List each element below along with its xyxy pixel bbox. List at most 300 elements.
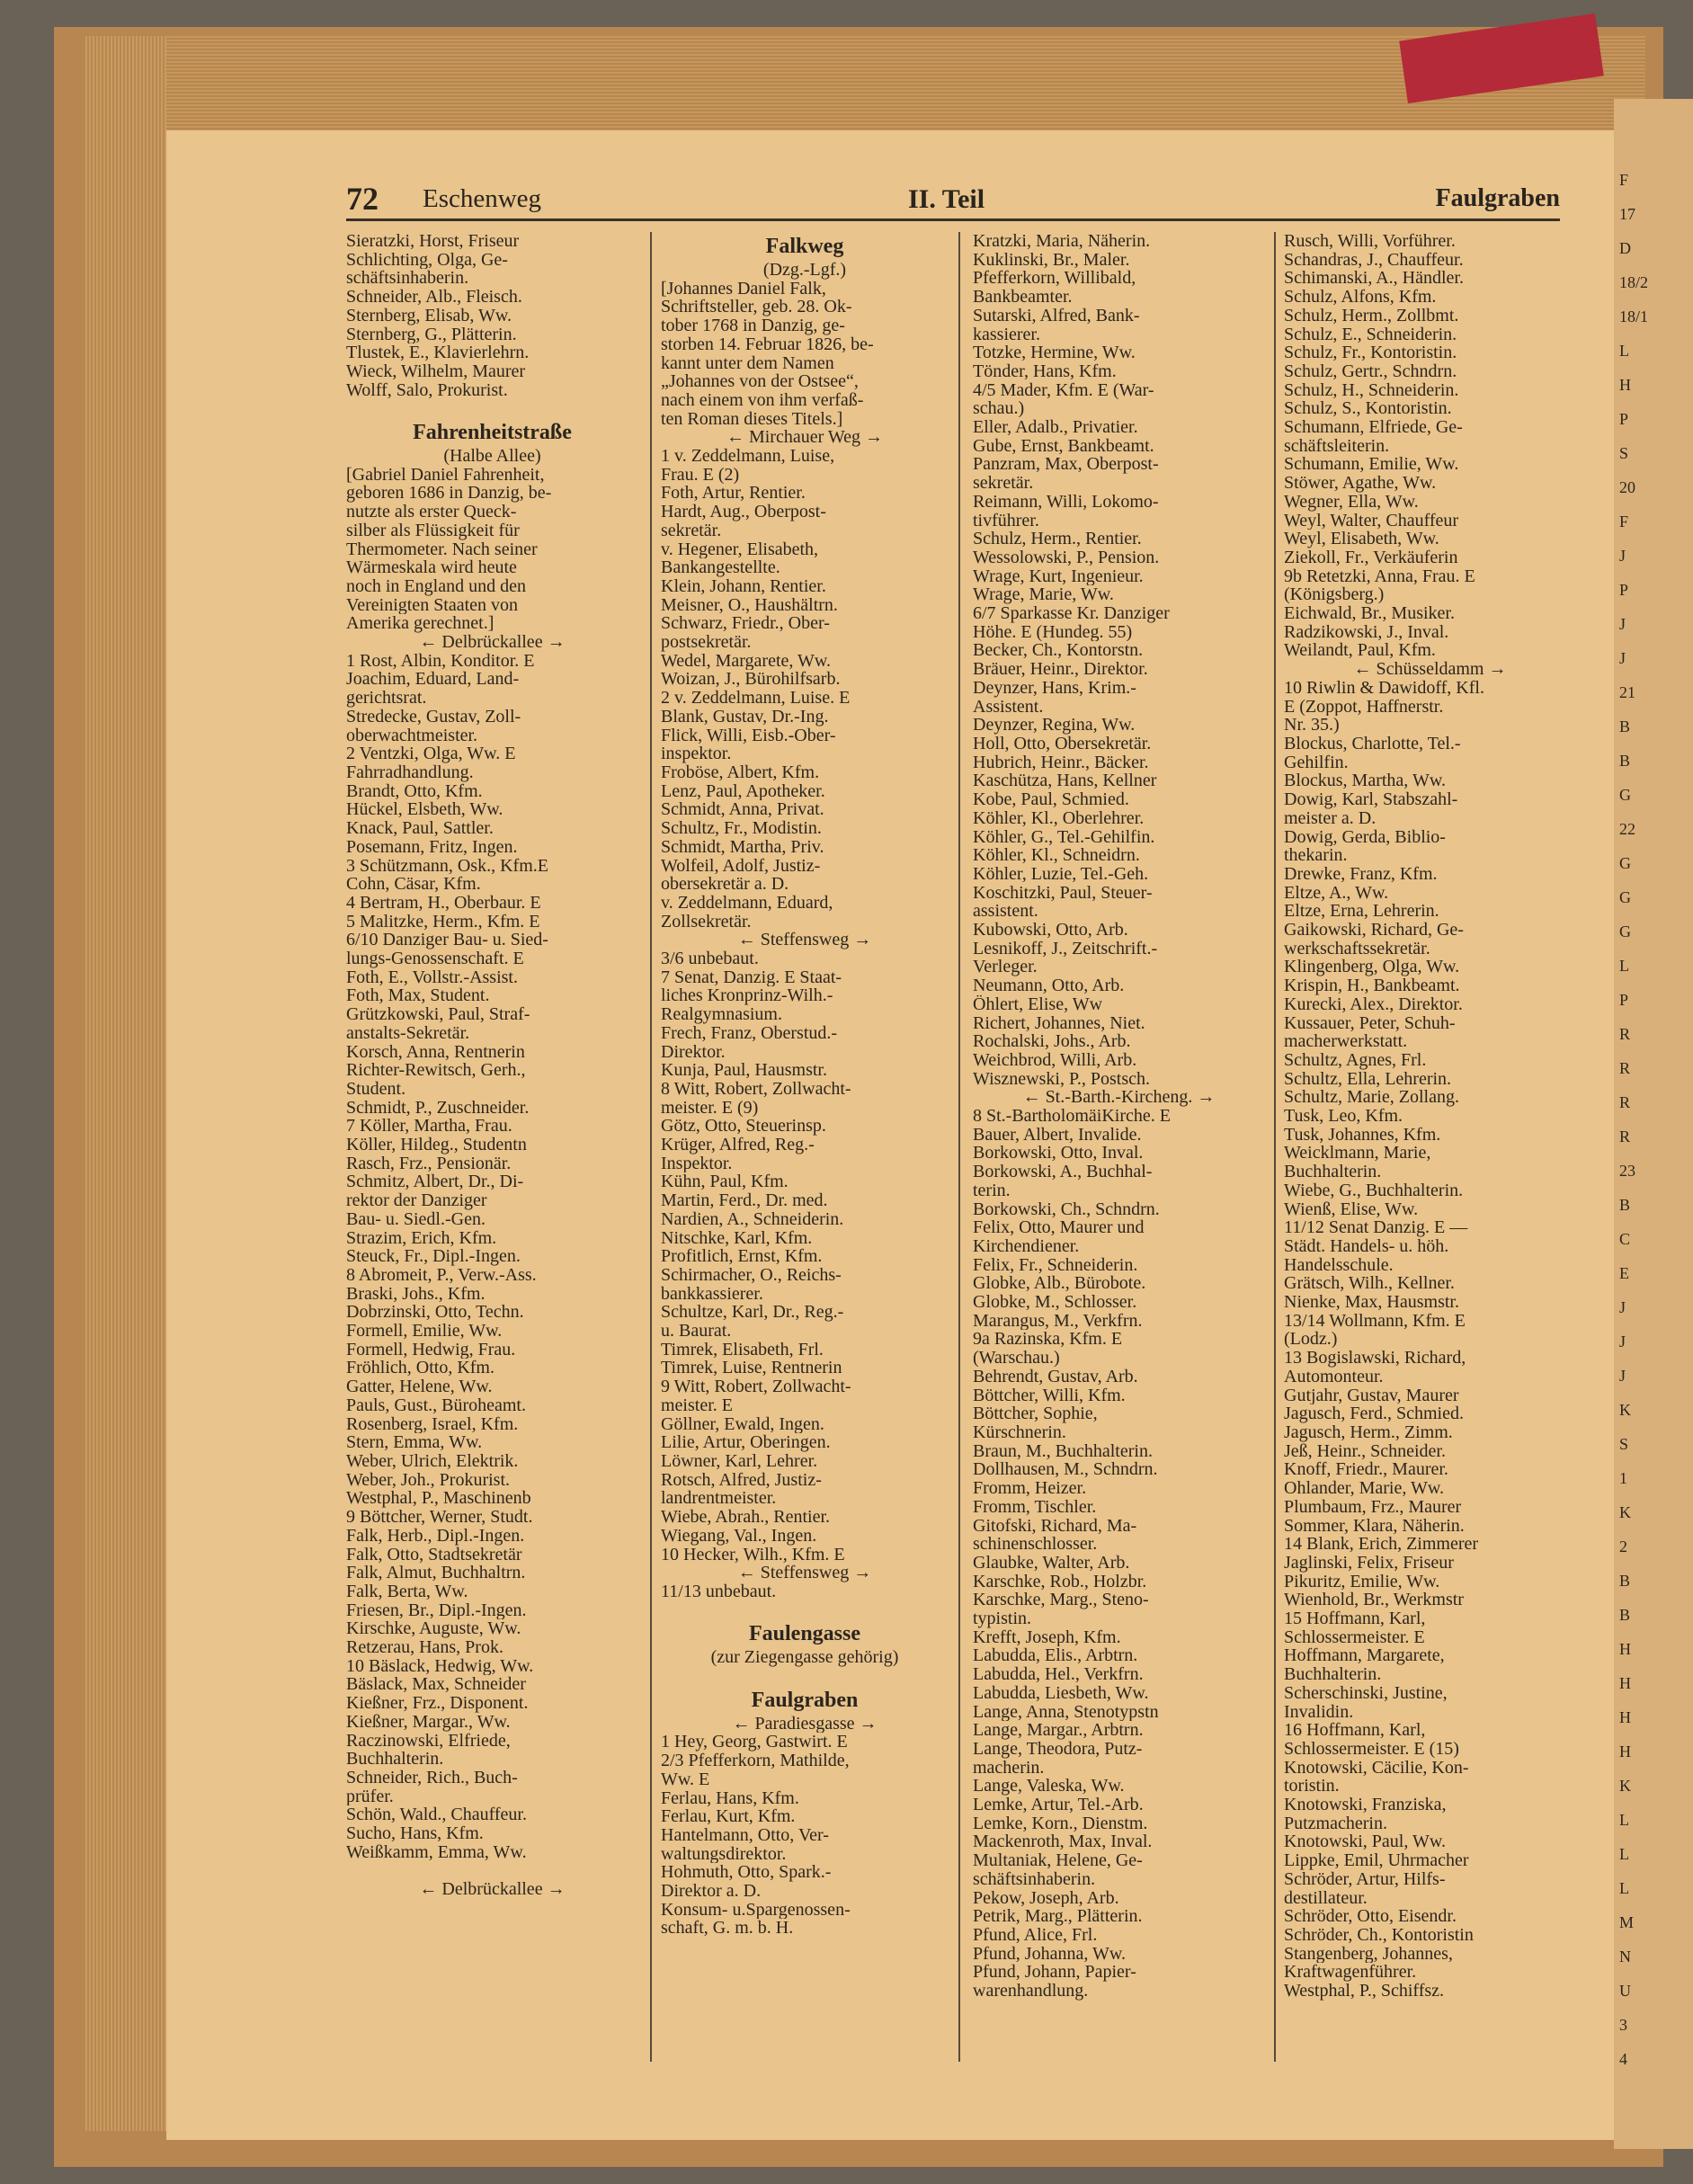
column-divider xyxy=(650,232,652,2062)
directory-entry: Schlossermeister. E (15) xyxy=(1284,1739,1459,1759)
directory-entry: 4/5 Mader, Kfm. E (War- xyxy=(973,380,1154,400)
directory-entry: Fromm, Heizer. xyxy=(973,1479,1087,1498)
directory-entry: Frech, Franz, Oberstud.- xyxy=(661,1023,838,1043)
directory-entry: Plumbaum, Frz., Maurer xyxy=(1284,1497,1462,1517)
directory-entry: Glaubke, Walter, Arb. xyxy=(973,1553,1130,1573)
directory-entry: 16 Hoffmann, Karl, xyxy=(1284,1721,1426,1740)
directory-entry: Hardt, Aug., Oberpost- xyxy=(661,503,826,521)
facing-page-fragment: L xyxy=(1619,1879,1629,1897)
directory-entry: Wieck, Wilhelm, Maurer xyxy=(346,361,526,381)
street-note: ← Mirchauer Weg → xyxy=(726,428,884,448)
directory-entry: Formell, Hedwig, Frau. xyxy=(346,1340,516,1359)
header-rule xyxy=(346,218,1560,221)
facing-page-fragment: P xyxy=(1619,991,1629,1009)
directory-entry: Wolff, Salo, Prokurist. xyxy=(346,380,508,400)
directory-entry: Kießner, Frz., Disponent. xyxy=(346,1694,529,1713)
directory-entry: u. Baurat. xyxy=(661,1322,732,1341)
directory-entry: Lange, Valeska, Ww. xyxy=(973,1777,1125,1796)
directory-entry: Timrek, Elisabeth, Frl. xyxy=(661,1340,824,1359)
directory-entry: Falk, Berta, Ww. xyxy=(346,1582,468,1601)
directory-entry: storben 14. Februar 1826, be- xyxy=(661,334,874,354)
directory-entry: Lemke, Artur, Tel.-Arb. xyxy=(973,1796,1144,1814)
directory-entry: Fahrradhandlung. xyxy=(346,762,474,782)
directory-entry: Schumann, Emilie, Ww. xyxy=(1284,455,1459,475)
directory-entry: schäftsleiterin. xyxy=(1284,436,1390,456)
facing-page-fragment: N xyxy=(1619,1948,1631,1966)
directory-entry: Richert, Johannes, Niet. xyxy=(973,1013,1145,1033)
directory-entry: Böttcher, Willi, Kfm. xyxy=(973,1386,1126,1405)
directory-entry: Felix, Fr., Schneiderin. xyxy=(973,1255,1138,1275)
directory-entry: Assistent. xyxy=(973,697,1044,717)
directory-entry: Brandt, Otto, Kfm. xyxy=(346,781,483,801)
facing-page-fragment: H xyxy=(1619,1640,1631,1658)
directory-entry xyxy=(661,1667,949,1686)
directory-entry: Schultz, Marie, Zollang. xyxy=(1284,1088,1459,1108)
directory-entry: thekarin. xyxy=(1284,846,1348,865)
directory-entry: gerichtsrat. xyxy=(346,689,427,708)
facing-page-fragment: S xyxy=(1619,1435,1629,1453)
directory-entry: Profitlich, Ernst, Kfm. xyxy=(661,1247,823,1266)
facing-page-fragment: F xyxy=(1619,171,1629,189)
directory-entry: Lange, Theodora, Putz- xyxy=(973,1739,1143,1759)
directory-entry: schau.) xyxy=(973,399,1025,419)
directory-entry: sekretär. xyxy=(973,474,1034,493)
directory-entry: Handelsschule. xyxy=(1284,1255,1394,1275)
directory-entry: Inspektor. xyxy=(661,1154,733,1173)
directory-entry: inspektor. xyxy=(661,744,732,763)
directory-entry: 1 Hey, Georg, Gastwirt. E xyxy=(661,1733,848,1752)
directory-entry: Bäslack, Max, Schneider xyxy=(346,1675,526,1695)
directory-entry: 9a Razinska, Kfm. E xyxy=(973,1330,1123,1350)
directory-entry: Nr. 35.) xyxy=(1284,716,1340,735)
directory-entry: Drewke, Franz, Kfm. xyxy=(1284,864,1438,884)
directory-entry: landrentmeister. xyxy=(661,1489,777,1509)
directory-entry: Deynzer, Hans, Krim.- xyxy=(973,678,1136,698)
directory-entry: „Johannes von der Ostsee“, xyxy=(661,372,859,391)
directory-entry: oberwachtmeister. xyxy=(346,726,478,745)
directory-entry: geboren 1686 in Danzig, be- xyxy=(346,484,552,504)
directory-entry: Fromm, Tischler. xyxy=(973,1497,1097,1517)
directory-entry: 11/12 Senat Danzig. E — xyxy=(1284,1218,1468,1237)
directory-entry: silber als Flüssigkeit für xyxy=(346,521,520,540)
directory-entry: 1 v. Zeddelmann, Luise, xyxy=(661,447,835,466)
directory-entry: Schmidt, Anna, Privat. xyxy=(661,800,824,820)
facing-page-fragment: H xyxy=(1619,1674,1631,1692)
facing-page-fragment: L xyxy=(1619,342,1629,360)
directory-entry: tober 1768 in Danzig, ge- xyxy=(661,316,845,335)
directory-entry: Pauls, Gust., Büroheamt. xyxy=(346,1395,526,1415)
facing-page-fragment: J xyxy=(1619,1298,1626,1316)
directory-entry: Wiebe, G., Buchhalterin. xyxy=(1284,1181,1464,1200)
directory-entry: Knotowski, Franziska, xyxy=(1284,1796,1447,1814)
directory-entry: Weichbrod, Willi, Arb. xyxy=(973,1050,1137,1070)
directory-entry: Schön, Wald., Chauffeur. xyxy=(346,1805,527,1825)
directory-entry: Direktor a. D. xyxy=(661,1882,762,1901)
directory-entry: Schultz, Agnes, Frl. xyxy=(1284,1050,1427,1070)
directory-entry: Gitofski, Richard, Ma- xyxy=(973,1516,1137,1536)
directory-entry: Realgymnasium. xyxy=(661,1005,782,1024)
directory-entry: Korsch, Anna, Rentnerin xyxy=(346,1042,525,1062)
directory-entry: Eltze, Erna, Lehrerin. xyxy=(1284,902,1439,922)
directory-entry: terin. xyxy=(973,1181,1011,1200)
directory-entry: Bau- u. Siedl.-Gen. xyxy=(346,1209,486,1229)
directory-entry: Amerika gerechnet.] xyxy=(346,614,495,634)
directory-entry: obersekretär a. D. xyxy=(661,875,789,894)
directory-entry: Richter-Rewitsch, Gerh., xyxy=(346,1061,526,1080)
directory-entry: Panzram, Max, Oberpost- xyxy=(973,455,1159,475)
directory-entry: Wienß, Elise, Ww. xyxy=(1284,1199,1419,1219)
directory-entry: Blockus, Martha, Ww. xyxy=(1284,771,1446,791)
facing-page-fragment: G xyxy=(1619,923,1631,940)
directory-entry: Köhler, G., Tel.-Gehilfin. xyxy=(973,827,1155,847)
facing-page-fragment: L xyxy=(1619,957,1629,975)
directory-entry: Knack, Paul, Sattler. xyxy=(346,819,494,838)
facing-page-fragment: M xyxy=(1619,1913,1635,1931)
directory-column-1 xyxy=(346,232,638,1899)
directory-entry: Stredecke, Gustav, Zoll- xyxy=(346,707,521,727)
directory-entry: Schulz, Herm., Rentier. xyxy=(973,530,1142,548)
directory-entry: waltungsdirektor. xyxy=(661,1844,787,1864)
directory-entry: bankkassierer. xyxy=(661,1284,763,1304)
directory-entry: Schriftsteller, geb. 28. Ok- xyxy=(661,298,852,317)
directory-entry: Marangus, M., Verkfrn. xyxy=(973,1311,1143,1331)
directory-entry: Karschke, Marg., Steno- xyxy=(973,1591,1149,1610)
directory-entry: Weber, Joh., Prokurist. xyxy=(346,1470,511,1490)
directory-entry: Schumann, Elfriede, Ge- xyxy=(1284,418,1463,437)
directory-entry: Pikuritz, Emilie, Ww. xyxy=(1284,1572,1440,1591)
directory-entry: Knotowski, Paul, Ww. xyxy=(1284,1832,1446,1852)
directory-entry: Wedel, Margarete, Ww. xyxy=(661,651,832,671)
directory-entry: Sommer, Klara, Näherin. xyxy=(1284,1516,1465,1536)
directory-entry: Kaschütza, Hans, Kellner xyxy=(973,771,1157,791)
facing-page-fragment: K xyxy=(1619,1503,1631,1521)
facing-page-fragment: 4 xyxy=(1619,2050,1627,2068)
directory-entry: Göllner, Ewald, Ingen. xyxy=(661,1414,824,1434)
street-heading: Falkweg xyxy=(765,235,844,258)
facing-page-fragment: G xyxy=(1619,786,1631,804)
directory-entry: toristin. xyxy=(1284,1777,1340,1796)
directory-entry: Holl, Otto, Obersekretär. xyxy=(973,734,1152,753)
directory-entry: Schultz, Ella, Lehrerin. xyxy=(1284,1069,1452,1089)
directory-entry: Eichwald, Br., Musiker. xyxy=(1284,604,1455,623)
directory-entry: [Johannes Daniel Falk, xyxy=(661,279,826,299)
directory-entry: schaft, G. m. b. H. xyxy=(661,1919,794,1939)
directory-entry: Kunja, Paul, Hausmstr. xyxy=(661,1061,827,1080)
directory-entry: Lilie, Artur, Oberingen. xyxy=(661,1433,831,1452)
directory-entry: Schirmacher, O., Reichs- xyxy=(661,1265,842,1285)
directory-entry: Timrek, Luise, Rentnerin xyxy=(661,1359,842,1378)
facing-page-fragment: J xyxy=(1619,615,1626,633)
directory-entry: Lenz, Paul, Apotheker. xyxy=(661,781,825,801)
directory-entry: Hohmuth, Otto, Spark.- xyxy=(661,1863,832,1883)
street-note: ← St.-Barth.-Kircheng. → xyxy=(1022,1088,1216,1108)
directory-entry: Sucho, Hans, Kfm. xyxy=(346,1824,484,1843)
directory-entry: Schröder, Ch., Kontoristin xyxy=(1284,1925,1474,1945)
directory-entry: Labudda, Hel., Verkfrn. xyxy=(973,1665,1144,1684)
directory-entry: 9b Retetzki, Anna, Frau. E xyxy=(1284,566,1475,586)
directory-entry: 4 Bertram, H., Oberbaur. E xyxy=(346,893,541,913)
directory-entry: tivführer. xyxy=(973,511,1039,530)
directory-entry: Konsum- u.Spargenossen- xyxy=(661,1900,851,1920)
facing-page-fragment: G xyxy=(1619,888,1631,906)
directory-entry: Schimanski, A., Händler. xyxy=(1284,269,1464,289)
facing-page-fragment: 1 xyxy=(1619,1469,1627,1487)
street-heading: Faulgraben xyxy=(751,1688,859,1712)
facing-page xyxy=(1614,99,1693,2149)
directory-entry: Schulz, Herm., Zollbmt. xyxy=(1284,306,1459,325)
directory-entry: Reimann, Willi, Lokomo- xyxy=(973,492,1159,512)
facing-page-fragment: H xyxy=(1619,1708,1631,1726)
directory-entry: Froböse, Albert, Kfm. xyxy=(661,762,820,782)
directory-entry: Woizan, J., Bürohilfsarb. xyxy=(661,670,841,690)
directory-entry: Tusk, Johannes, Kfm. xyxy=(1284,1125,1441,1145)
directory-entry: 8 Witt, Robert, Zollwacht- xyxy=(661,1079,851,1099)
directory-entry: Krüger, Alfred, Reg.- xyxy=(661,1136,815,1154)
facing-page-fragment: R xyxy=(1619,1128,1631,1145)
directory-entry: Kraftwagenführer. xyxy=(1284,1963,1417,1983)
directory-entry: Stangenberg, Johannes, xyxy=(1284,1944,1453,1964)
directory-entry: 11/13 unbebaut. xyxy=(661,1582,777,1601)
directory-entry: Kirchendiener. xyxy=(973,1236,1080,1256)
directory-entry: Sternberg, Elisab, Ww. xyxy=(346,306,512,325)
directory-entry: 8 Abromeit, P., Verw.-Ass. xyxy=(346,1265,537,1285)
directory-entry: Buchhalterin. xyxy=(1284,1163,1382,1181)
directory-entry: Borkowski, A., Buchhal- xyxy=(973,1163,1153,1181)
directory-entry: destillateur. xyxy=(1284,1888,1368,1908)
directory-entry: Schmidt, Martha, Priv. xyxy=(661,837,824,857)
street-note: ← Steffensweg → xyxy=(737,1564,872,1582)
facing-page-fragment: 23 xyxy=(1619,1162,1635,1180)
facing-page-fragment: B xyxy=(1619,1606,1631,1624)
directory-entry: Knoff, Friedr., Maurer. xyxy=(1284,1460,1448,1480)
facing-page-fragment: 21 xyxy=(1619,683,1635,701)
directory-entry: Schultze, Karl, Dr., Reg.- xyxy=(661,1303,844,1323)
directory-entry: typistin. xyxy=(973,1609,1032,1628)
directory-entry: Ww. E xyxy=(661,1769,710,1789)
directory-entry: liches Kronprinz-Wilh.- xyxy=(661,986,833,1006)
directory-entry: kassierer. xyxy=(973,325,1040,344)
directory-entry: Nitschke, Karl, Kfm. xyxy=(661,1228,813,1248)
directory-column-3 xyxy=(973,232,1265,2001)
facing-page-fragment: J xyxy=(1619,1333,1626,1351)
directory-entry: Wrage, Marie, Ww. xyxy=(973,585,1114,605)
directory-entry: Köhler, Luzie, Tel.-Geh. xyxy=(973,864,1149,884)
directory-entry: Deynzer, Regina, Ww. xyxy=(973,716,1136,735)
directory-entry: sekretär. xyxy=(661,521,722,540)
directory-entry: Eller, Adalb., Privatier. xyxy=(973,418,1138,437)
directory-entry: Bauer, Albert, Invalide. xyxy=(973,1125,1142,1145)
directory-entry: Verleger. xyxy=(973,958,1038,977)
directory-entry: schinenschlosser. xyxy=(973,1535,1098,1554)
directory-entry: 2 v. Zeddelmann, Luise. E xyxy=(661,689,851,708)
directory-entry: Weilandt, Paul, Kfm. xyxy=(1284,641,1436,661)
directory-entry: Nardien, A., Schneiderin. xyxy=(661,1209,844,1229)
directory-entry: Putzmacherin. xyxy=(1284,1814,1387,1833)
facing-page-fragment: D xyxy=(1619,239,1631,257)
directory-entry: Hoffmann, Margarete, xyxy=(1284,1646,1445,1666)
directory-entry: Kirschke, Auguste, Ww. xyxy=(346,1619,521,1639)
facing-page-fragment: B xyxy=(1619,1196,1631,1214)
directory-entry: Eltze, A., Ww. xyxy=(1284,883,1389,903)
directory-entry: Totzke, Hermine, Ww. xyxy=(973,343,1136,362)
directory-entry: Schröder, Artur, Hilfs- xyxy=(1284,1869,1446,1889)
directory-entry: Weicklmann, Marie, xyxy=(1284,1144,1431,1163)
directory-entry: Vereinigten Staaten von xyxy=(346,595,519,615)
directory-entry: 9 Witt, Robert, Zollwacht- xyxy=(661,1377,851,1396)
directory-entry: Gehilfin. xyxy=(1284,753,1349,772)
street-note: ← Delbrückallee → xyxy=(419,633,566,652)
directory-entry: Tönder, Hans, Kfm. xyxy=(973,361,1117,381)
directory-entry: Kubowski, Otto, Arb. xyxy=(973,921,1128,940)
directory-entry: Gatter, Helene, Ww. xyxy=(346,1377,493,1396)
directory-entry: Bankangestellte. xyxy=(661,558,780,577)
facing-page-fragment: B xyxy=(1619,1572,1631,1590)
directory-entry: Stöwer, Agathe, Ww. xyxy=(1284,474,1437,493)
directory-entry: Automonteur. xyxy=(1284,1367,1384,1386)
directory-entry: Direktor. xyxy=(661,1042,726,1062)
directory-entry: Karschke, Rob., Holzbr. xyxy=(973,1572,1147,1591)
directory-entry: macherwerkstatt. xyxy=(1284,1032,1408,1051)
directory-entry: rektor der Danziger xyxy=(346,1191,487,1210)
facing-page-fragment: 20 xyxy=(1619,478,1635,496)
directory-entry: Strazim, Erich, Kfm. xyxy=(346,1228,497,1248)
directory-entry: Globke, M., Schlosser. xyxy=(973,1293,1137,1312)
facing-page-fragment: K xyxy=(1619,1777,1631,1795)
directory-entry: Nienke, Max, Hausmstr. xyxy=(1284,1293,1459,1312)
directory-entry: Falk, Herb., Dipl.-Ingen. xyxy=(346,1526,525,1546)
directory-entry: Schmidt, P., Zuschneider. xyxy=(346,1098,530,1118)
directory-entry: Kurecki, Alex., Direktor. xyxy=(1284,994,1463,1014)
directory-entry: Raczinowski, Elfriede, xyxy=(346,1731,511,1751)
directory-entry: Meisner, O., Haushältrn. xyxy=(661,595,838,615)
facing-page-fragment: R xyxy=(1619,1093,1631,1111)
directory-entry: meister. E (9) xyxy=(661,1098,759,1118)
directory-entry: Rusch, Willi, Vorführer. xyxy=(1284,232,1456,251)
directory-column-4 xyxy=(1284,232,1576,2001)
directory-entry: Jaglinski, Felix, Friseur xyxy=(1284,1553,1454,1573)
directory-entry: Rosenberg, Israel, Kfm. xyxy=(346,1414,519,1434)
directory-entry: lungs-Genossenschaft. E xyxy=(346,949,524,968)
facing-page-fragment: F xyxy=(1619,513,1629,530)
directory-entry: Götz, Otto, Steuerinsp. xyxy=(661,1117,826,1137)
directory-entry: Pfund, Alice, Frl. xyxy=(973,1925,1098,1945)
directory-entry: Städt. Handels- u. höh. xyxy=(1284,1236,1449,1256)
directory-entry: Formell, Emilie, Ww. xyxy=(346,1322,503,1341)
directory-entry xyxy=(346,1861,638,1880)
directory-entry: 2 Ventzki, Olga, Ww. E xyxy=(346,744,516,763)
directory-entry: Schröder, Otto, Eisendr. xyxy=(1284,1907,1457,1926)
directory-entry: Kuklinski, Br., Maler. xyxy=(973,250,1130,270)
directory-entry: Posemann, Fritz, Ingen. xyxy=(346,837,518,857)
directory-entry: v. Hegener, Elisabeth, xyxy=(661,539,819,559)
directory-entry: Cohn, Cäsar, Kfm. xyxy=(346,875,481,894)
directory-entry: Schmitz, Albert, Dr., Di- xyxy=(346,1172,524,1192)
directory-entry: Lange, Anna, Stenotypstn xyxy=(973,1702,1159,1722)
directory-entry: Weber, Ulrich, Elektrik. xyxy=(346,1452,519,1471)
directory-entry: Ferlau, Kurt, Kfm. xyxy=(661,1807,796,1826)
directory-entry: Wessolowski, P., Pension. xyxy=(973,548,1160,567)
directory-entry: Weißkamm, Emma, Ww. xyxy=(346,1842,527,1862)
directory-entry: Köller, Hildeg., Studentn xyxy=(346,1136,527,1154)
directory-entry: Pfund, Johann, Papier- xyxy=(973,1963,1136,1983)
directory-entry: assistent. xyxy=(973,902,1038,922)
directory-entry: 7 Köller, Martha, Frau. xyxy=(346,1117,512,1137)
facing-page-fragment: H xyxy=(1619,1743,1631,1761)
directory-entry: Weyl, Walter, Chauffeur xyxy=(1284,511,1459,530)
directory-entry: Buchhalterin. xyxy=(346,1750,444,1769)
directory-entry: Scherschinski, Justine, xyxy=(1284,1683,1448,1703)
directory-entry: [Gabriel Daniel Fahrenheit, xyxy=(346,465,545,485)
directory-entry: Joachim, Eduard, Land- xyxy=(346,670,520,690)
directory-entry: Höhe. E (Hundeg. 55) xyxy=(973,622,1133,642)
directory-entry: Schulz, E., Schneiderin. xyxy=(1284,325,1457,344)
directory-entry: Köhler, Kl., Schneidrn. xyxy=(973,846,1140,865)
directory-entry: Buchhalterin. xyxy=(1284,1665,1382,1684)
directory-entry: Westphal, P., Maschinenb xyxy=(346,1489,531,1509)
directory-entry: Köhler, Kl., Oberlehrer. xyxy=(973,808,1145,828)
directory-entry: Steuck, Fr., Dipl.-Ingen. xyxy=(346,1247,521,1266)
header-section: II. Teil xyxy=(908,184,985,214)
directory-entry: Grätsch, Wilh., Kellner. xyxy=(1284,1274,1455,1294)
directory-entry: Rochalski, Johs., Arb. xyxy=(973,1032,1131,1051)
directory-entry: Retzerau, Hans, Prok. xyxy=(346,1638,503,1657)
directory-entry: Lesnikoff, J., Zeitschrift.- xyxy=(973,939,1158,958)
directory-entry: 3 Schützmann, Osk., Kfm.E xyxy=(346,856,548,876)
directory-entry: 10 Riwlin & Dawidoff, Kfl. xyxy=(1284,678,1484,698)
facing-page-fragment: B xyxy=(1619,718,1631,735)
directory-entry: Kussauer, Peter, Schuh- xyxy=(1284,1013,1456,1033)
directory-entry: Falk, Almut, Buchhaltrn. xyxy=(346,1564,526,1582)
facing-page-fragment: J xyxy=(1619,649,1626,667)
directory-entry: Sieratzki, Horst, Friseur xyxy=(346,232,520,251)
directory-entry: Öhlert, Elise, Ww xyxy=(973,994,1103,1014)
directory-entry: Radzikowski, J., Inval. xyxy=(1284,622,1449,642)
directory-entry: 7 Senat, Danzig. E Staat- xyxy=(661,967,842,987)
facing-page-fragment: L xyxy=(1619,1845,1629,1863)
directory-entry: Hückel, Elsbeth, Ww. xyxy=(346,800,503,820)
directory-entry: nutzte als erster Queck- xyxy=(346,503,517,521)
directory-entry: Behrendt, Gustav, Arb. xyxy=(973,1367,1138,1386)
directory-entry: 13/14 Wollmann, Kfm. E xyxy=(1284,1311,1466,1331)
directory-entry: Klingenberg, Olga, Ww. xyxy=(1284,958,1460,977)
directory-entry: nach einem von ihm verfaß- xyxy=(661,390,864,410)
directory-entry: Foth, Max, Student. xyxy=(346,986,490,1006)
directory-entry: Hubrich, Heinr., Bäcker. xyxy=(973,753,1149,772)
directory-entry: 6/7 Sparkasse Kr. Danziger xyxy=(973,604,1170,623)
directory-entry: Zollsekretär. xyxy=(661,912,752,932)
directory-entry: Dowig, Karl, Stabszahl- xyxy=(1284,790,1458,809)
directory-entry: Wrage, Kurt, Ingenieur. xyxy=(973,566,1144,586)
facing-page-fragment: C xyxy=(1619,1230,1631,1248)
facing-page-fragment: S xyxy=(1619,444,1629,462)
directory-entry: Weyl, Elisabeth, Ww. xyxy=(1284,530,1439,548)
header-street-start: Eschenweg xyxy=(423,184,542,213)
directory-entry: Kürschnerin. xyxy=(973,1423,1066,1442)
directory-entry: Fröhlich, Otto, Kfm. xyxy=(346,1359,495,1378)
directory-entry: Kießner, Margar., Ww. xyxy=(346,1712,511,1732)
directory-entry: Mackenroth, Max, Inval. xyxy=(973,1832,1153,1852)
directory-entry: Blank, Gustav, Dr.-Ing. xyxy=(661,707,829,727)
facing-page-fragment: H xyxy=(1619,376,1631,394)
directory-entry: Bankbeamter. xyxy=(973,288,1073,307)
facing-page-fragment: P xyxy=(1619,410,1629,428)
column-divider xyxy=(958,232,960,2062)
directory-entry: (Lodz.) xyxy=(1284,1330,1338,1350)
directory-entry: Schultz, Fr., Modistin. xyxy=(661,819,822,838)
directory-entry: Schulz, S., Kontoristin. xyxy=(1284,399,1452,419)
directory-entry: Rotsch, Alfred, Justiz- xyxy=(661,1470,822,1490)
directory-entry: Gutjahr, Gustav, Maurer xyxy=(1284,1386,1459,1405)
